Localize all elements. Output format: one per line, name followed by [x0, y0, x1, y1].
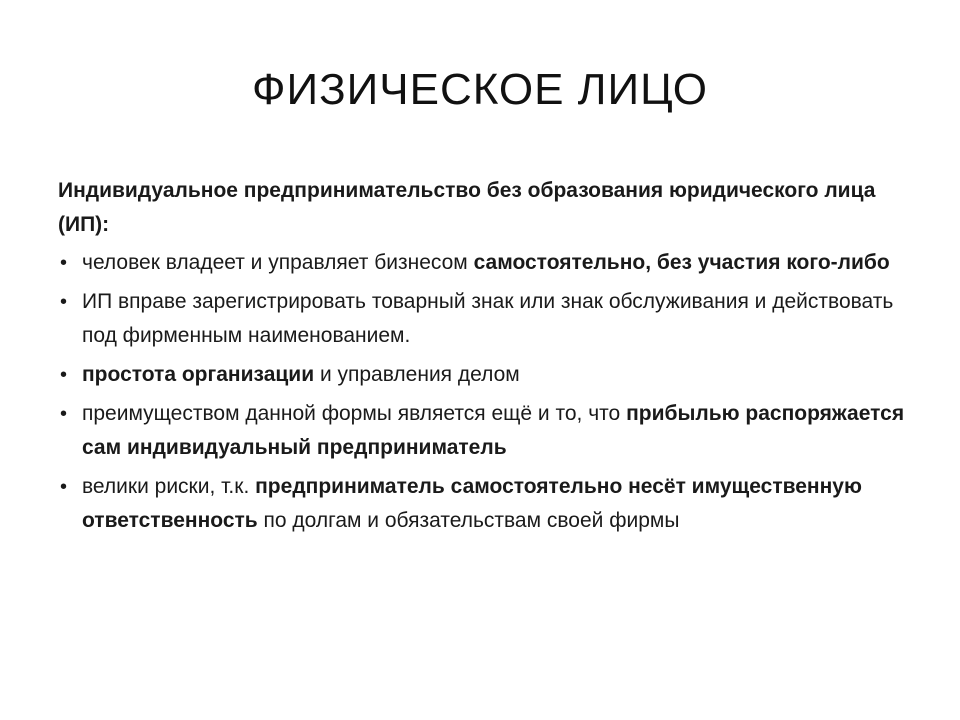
bullet-item — [58, 285, 906, 353]
bullet-text-bold: предприниматель самостоятельно несёт имущественную ответственность — [82, 475, 862, 532]
bullet-text: велики риски, т.к. — [82, 475, 256, 498]
bullet-dot-icon: • — [60, 252, 68, 274]
bullet-item — [58, 470, 906, 538]
slide-content — [58, 174, 906, 543]
slide-title: ФИЗИЧЕСКОЕ ЛИЦО — [252, 65, 708, 114]
bullet-text-bold: самостоятельно, без участия кого-либо — [473, 251, 890, 274]
bullet-list — [58, 246, 906, 538]
bullet-item — [58, 246, 906, 280]
bullet-dot-icon: • — [60, 403, 68, 425]
bullet-dot-icon: • — [60, 291, 68, 313]
intro-heading: Индивидуальное предпринимательство без образования юридического лица (ИП): — [58, 179, 876, 236]
bullet-dot-icon: • — [60, 364, 68, 386]
bullet-item — [58, 358, 906, 392]
bullet-text: по долгам и обязательствам своей фирмы — [257, 509, 680, 532]
bullet-dot-icon: • — [60, 476, 68, 498]
bullet-text: человек владеет и управляет бизнесом — [82, 251, 474, 274]
bullet-text-bold: прибылью распоряжается сам индивидуальный предприниматель — [82, 402, 905, 459]
bullet-text: преимуществом данной формы является ещё и то, что — [82, 402, 627, 425]
bullet-text-bold: простота организации — [82, 363, 315, 386]
bullet-text: и управления делом — [314, 363, 520, 386]
bullet-item — [58, 397, 906, 465]
bullet-text: ИП вправе зарегистрировать товарный знак или знак обслуживания и действовать под фирменным наименованием. — [82, 290, 894, 347]
